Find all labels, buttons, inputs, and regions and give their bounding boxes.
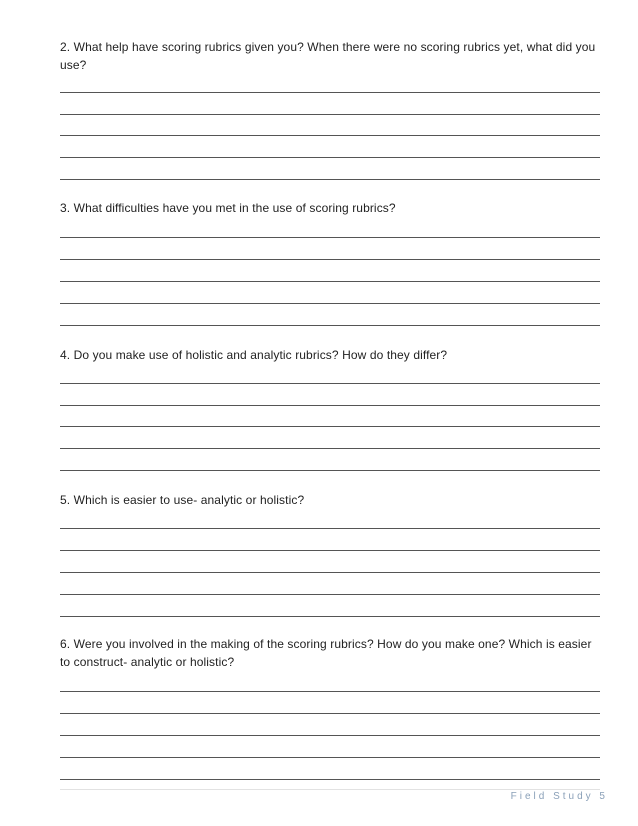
- answer-line: [60, 383, 600, 384]
- footer-divider: [60, 789, 600, 790]
- answer-line: [60, 616, 600, 617]
- answer-line: [60, 114, 600, 115]
- answer-line: [60, 550, 600, 551]
- answer-line: [60, 757, 600, 758]
- answer-line: [60, 691, 600, 692]
- answer-line: [60, 528, 600, 529]
- answer-line: [60, 237, 600, 238]
- question-4: 4. Do you make use of holistic and analytic rubrics? How do they differ?: [60, 348, 448, 362]
- answer-line: [60, 325, 600, 326]
- answer-line: [60, 448, 600, 449]
- answer-line: [60, 157, 600, 158]
- answer-line: [60, 470, 600, 471]
- answer-line: [60, 594, 600, 595]
- answer-line: [60, 572, 600, 573]
- answer-line: [60, 259, 600, 260]
- answer-line: [60, 735, 600, 736]
- answer-line: [60, 92, 600, 93]
- question-3: 3. What difficulties have you met in the use of scoring rubrics?: [60, 201, 396, 215]
- answer-line: [60, 779, 600, 780]
- answer-line: [60, 713, 600, 714]
- answer-line: [60, 135, 600, 136]
- answer-line: [60, 179, 600, 180]
- page-footer: Field Study 5: [510, 791, 608, 802]
- question-2: 2. What help have scoring rubrics given you? When there were no scoring rubrics yet, what did you use?: [60, 40, 596, 72]
- question-5: 5. Which is easier to use- analytic or holistic?: [60, 493, 305, 507]
- question-6: 6. Were you involved in the making of the scoring rubrics? How do you make one? Which is easier to construct- analytic or holistic?: [60, 637, 592, 669]
- answer-line: [60, 426, 600, 427]
- answer-line: [60, 281, 600, 282]
- answer-line: [60, 405, 600, 406]
- answer-line: [60, 303, 600, 304]
